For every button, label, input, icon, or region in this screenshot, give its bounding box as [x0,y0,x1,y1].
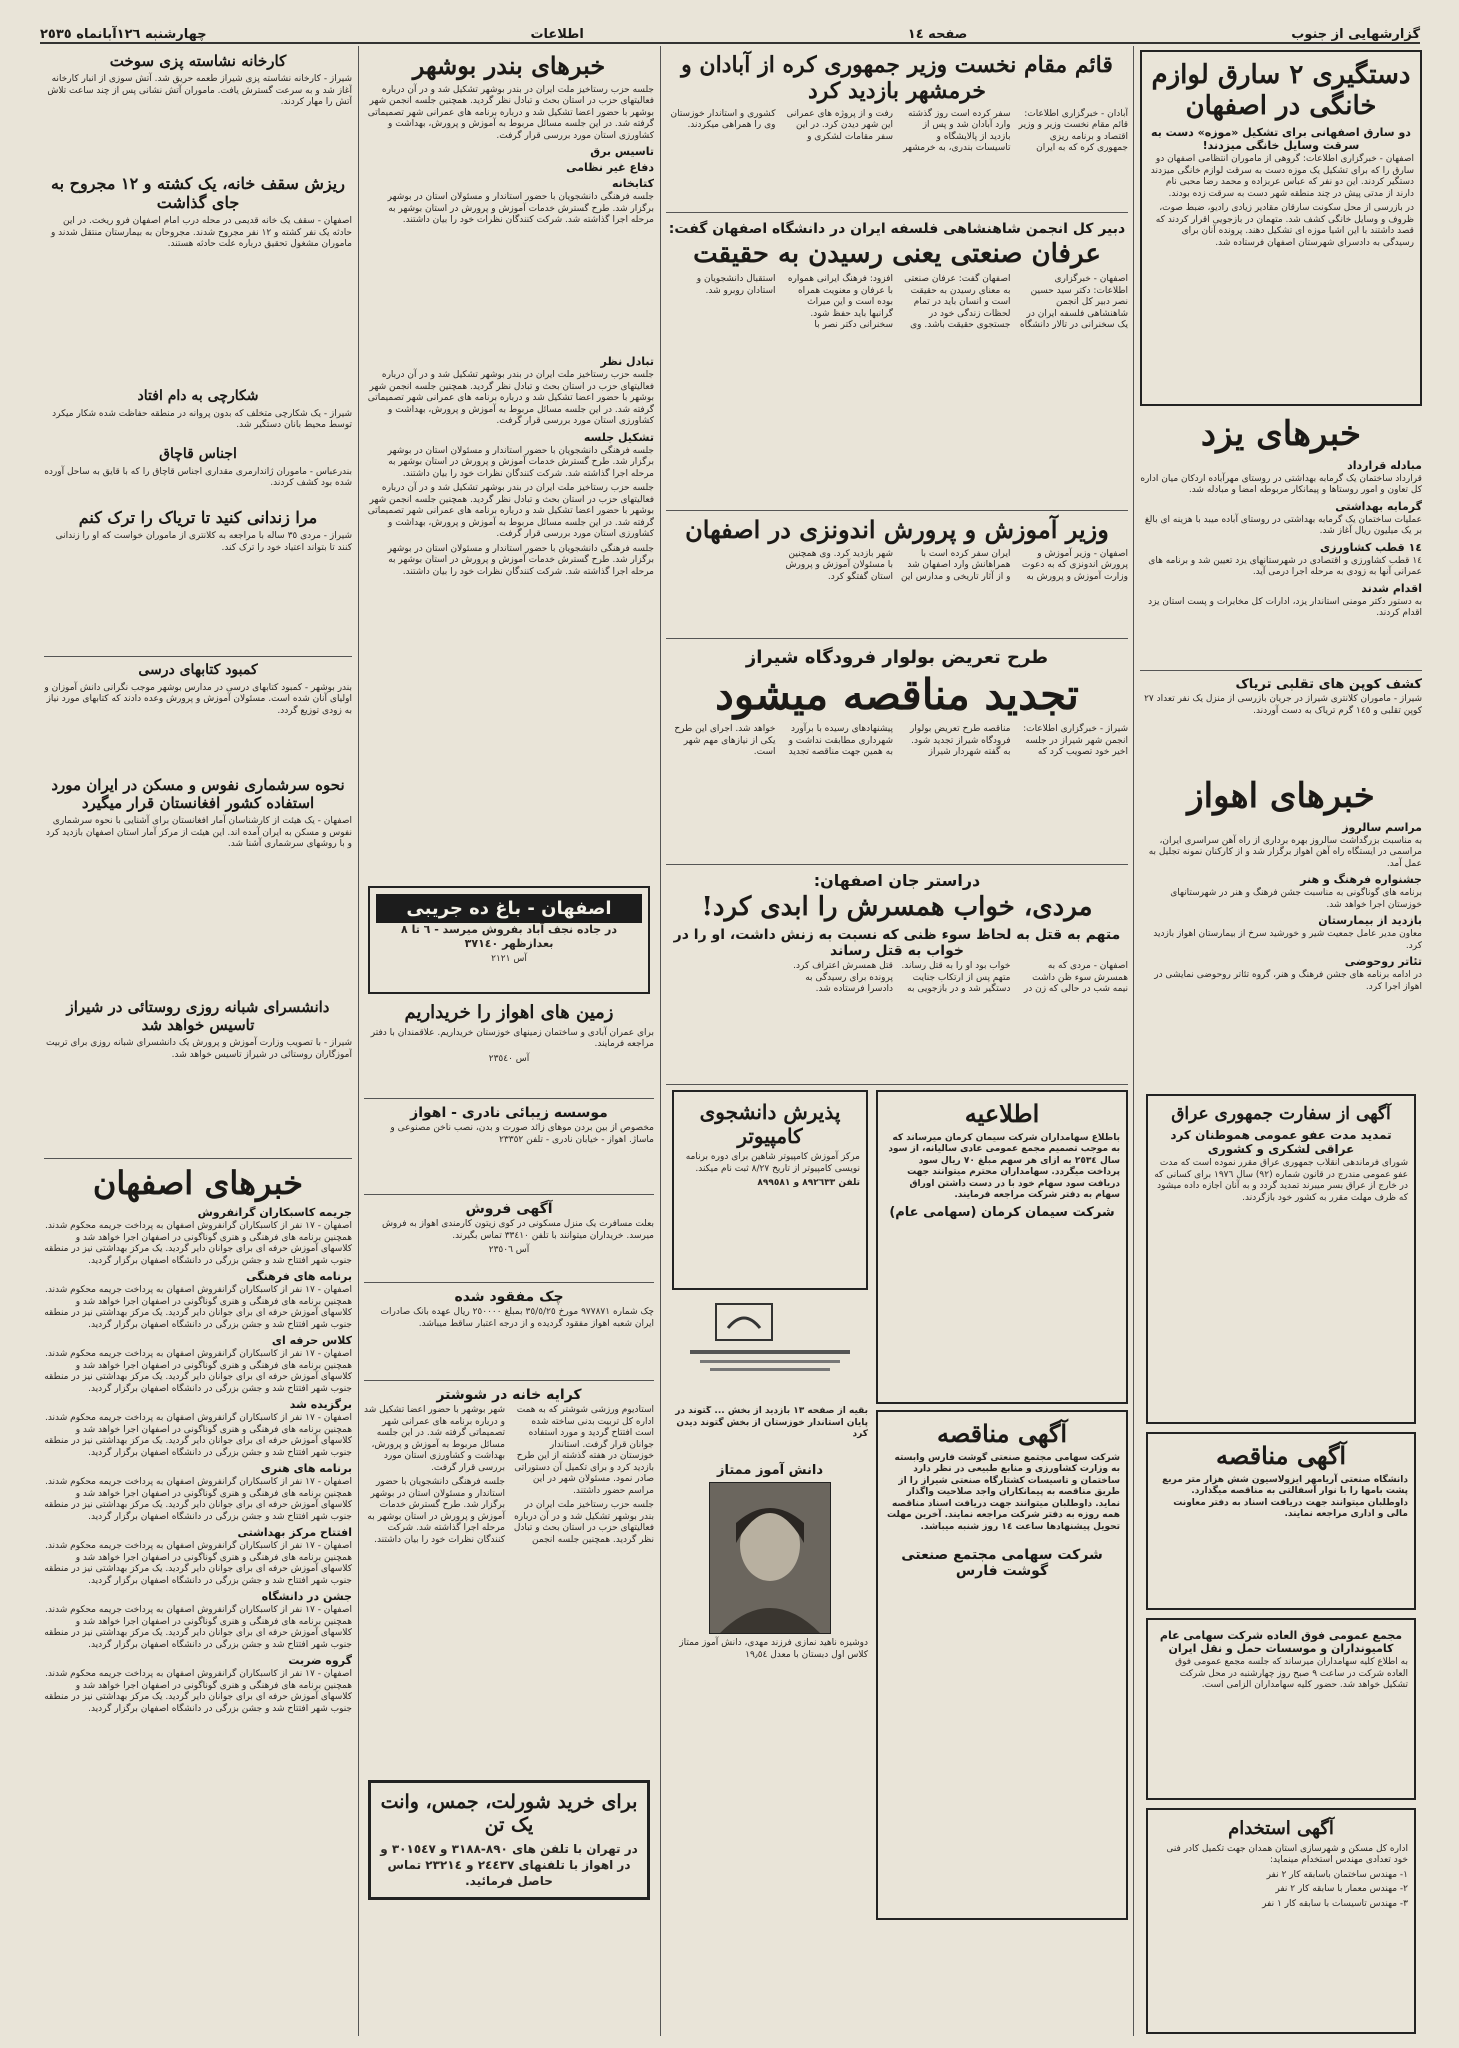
hunter-article [44,386,352,442]
ad-text: چک شماره ٩٧٧٨٧١ مورخ ٣٥/٥/٢٥ بمبلغ ٢٥٠٠٠٠ ریال عهده بانک صادرات ایران شعبه اهواز مفقود گردیده و از درجه اعتبار ساقط میباشد. [380,1307,654,1329]
ad-text: در جاده نجف آباد بفروش میرسد - ٦ تا ٨ بعدازظهر ٣٧١٤٠ [401,923,617,950]
divider [364,1380,654,1381]
kicker: دبیر کل انجمن شاهنشاهی فلسفه ایران در دانشگاه اصفهان گفت: [668,221,1126,237]
headline: خبرهای اصفهان [92,1164,304,1202]
body-text: جلسه فرهنگی دانشجویان با حضور استاندار و مسئولان استان در بوشهر برگزار شد. طرح گسترش خدمات آموزش و پرورش در استان بوشهر به مرحله اجرا گذاشته شد. شرکت کنندگان نظرات خود را بیان داشتند. [387,543,654,577]
subhead: جشن در دانشگاه [261,1590,352,1604]
subhead: تبادل نظر [600,355,654,368]
body-text: جلسه فرهنگی دانشجویان با حضور استاندار و مسئولان استان در بوشهر برگزار شد. طرح گسترش خدمات آموزش و پرورش در استان بوشهر به مرحله اجرا گذاشته شد. شرکت کنندگان نظرات خود را بیان داشتند. [387,192,654,226]
headline: تجدید مناقصه میشود [715,670,1079,719]
body-text: اصفهان - خبرگزاری اطلاعات: دکتر سید حسین نصر دبیر کل انجمن شاهنشاهی فلسفه ایران در یک سخنرانی در تالار دانشگاه اصفهان گفت: عرفان صنعتی به معنای رسیدن به حقیقت است و انسان باید در تمام لحظات زندگی خود در جستجوی حقیقت باشد. وی افزود: فرهنگ ایرانی همواره با عرفان و معنویت همراه بوده است و این میراث گرانبها باید حفظ شود. سخنرانی دکتر نصر با استقبال دانشجویان و استادان روبرو شد. [696,274,1128,331]
crime-article [666,868,1128,1082]
irfan-article [666,218,1128,508]
body-text: اصفهان - ١٧ نفر از کاسبکاران گرانفروش اصفهان به پرداخت جریمه محکوم شدند. همچنین برنامه های فرهنگی و هنری گوناگونی در اصفهان اجرا خواهد شد و کلاسهای آموزش حرفه ای برای جوانان دایر گردید. یک مرکز بهداشتی نیز در منطقه جنوب شهر افتتاح شد و جشن بزرگی در دانشگاه اصفهان برگزار گردید. [44,1413,352,1458]
korea-article [666,50,1128,210]
ahvaz-news [1140,774,1422,1084]
ad-text: اداره کل مسکن و شهرسازی استان همدان جهت تکمیل کادر فنی خود تعدادی مهندس استخدام مینماید: [1166,1843,1408,1866]
ad-text: در تهران با تلفن های ٨٩٠-٣١٨٨ و ٣٠١٥٤٧ و در اهواز با تلفنهای ٢٤٤٣٧ و ٢٣٢١٤ تماس حاصل فرمائید. [380,1841,638,1888]
headline: دستگیری ٢ سارق لوازم خانگی در اصفهان [1151,60,1411,122]
notice-title: اطلاعیه [964,1099,1040,1128]
ad-phone: تلفن ٨٩٢٦٣٣ و ٨٩٩٥٨١ [757,1178,860,1188]
body-text: بندرعباس - ماموران ژاندارمری مقداری اجناس قاچاق را که با قایق به ساحل آورده شده بود کشف کردند. [44,466,352,489]
divider [1140,670,1422,671]
headline: کمبود کتابهای درسی [138,662,258,678]
subhead: جشنواره فرهنگ و هنر [1300,873,1422,887]
ad-text: مرکز آموزش کامپیوتر شاهین برای دوره برنامه نویسی کامپیوتر از تاریخ ٨/٢٧ ثبت نام میکند. [685,1152,860,1174]
body-text: استادیوم ورزشی شوشتر که به همت اداره کل تربیت بدنی ساخته شده است افتتاح گردید و مورد استفاده جوانان قرار گرفت. استاندار خوزستان در هفته گذشته از این طرح بازدید کرد و برای تکمیل آن دستوراتی صادر نمود. مسئولان شهر در این مراسم حضور داشتند. [514,1405,654,1496]
headline: کشف کوپن های تقلبی تریاک [1235,677,1422,692]
ad-title: برای خرید شورلت، جمس، وانت یک تن [380,1791,638,1836]
ad-title: زمین های اهواز را خریداریم [404,1002,614,1023]
body-text: اصفهان - ١٧ نفر از کاسبکاران گرانفروش اصفهان به پرداخت جریمه محکوم شدند. همچنین برنامه های فرهنگی و هنری گوناگونی در اصفهان اجرا خواهد شد و کلاسهای آموزش حرفه ای برای جوانان دایر گردید. یک مرکز بهداشتی نیز در منطقه جنوب شهر افتتاح شد و جشن بزرگی در دانشگاه اصفهان برگزار گردید. [44,1221,352,1266]
computer-school-ad [672,1090,868,1290]
body-text: آبادان - خبرگزاری اطلاعات: قائم مقام نخست وزیر و وزیر اقتصاد و برنامه ریزی جمهوری کره که به ایران سفر کرده است روز گذشته وارد آبادان شد و پس از بازدید از پالایشگاه و تاسیسات بندری، به خرمشهر رفت و از پروژه های عمرانی این شهر دیدن کرد. در این سفر مقامات لشکری و کشوری و استاندار خوزستان وی را همراهی میکردند. [670,108,1128,154]
divider [666,638,1128,639]
body-text: اصفهان - ١٧ نفر از کاسبکاران گرانفروش اصفهان به پرداخت جریمه محکوم شدند. همچنین برنامه های فرهنگی و هنری گوناگونی در اصفهان اجرا خواهد شد و کلاسهای آموزش حرفه ای برای جوانان دایر گردید. یک مرکز بهداشتی نیز در منطقه جنوب شهر افتتاح شد و جشن بزرگی در دانشگاه اصفهان برگزار گردید. [44,1669,352,1714]
body-text: شیراز - کارخانه نشاسته پزی شیراز طعمه حریق شد. آتش سوزی از انبار کارخانه آغاز شد و به سرعت گسترش یافت. ماموران آتش نشانی پس از چند ساعت تلاش آتش را مهار کردند. [47,74,352,107]
body-text: عملیات ساختمان یک گرمابه بهداشتی در روستای آباده میبد با هزینه ای بالغ بر یک میلیون ریال آغاز شد. [1144,514,1422,537]
body-text: قرارداد ساختمان یک گرمابه بهداشتی در روستای مهرآباده اردکان میان اداره کل تعاون و امور روستاها و پیمانکار مربوطه امضا و مبادله شد. [1140,473,1422,496]
body-text: شیراز - خبرگزاری اطلاعات: انجمن شهر شیراز در جلسه اخیر خود تصویب کرد که مناقصه طرح تعریض بولوار فرودگاه شیراز تجدید شود. به گفته شهردار شیراز پیشنهادهای رسیده با برآورد شهرداری مطابقت نداشت و به همین جهت مناقصه تجدید خواهد شد. اجرای این طرح یکی از نیازهای مهم شهر است. [674,724,1128,758]
bushehr-news [364,50,654,350]
ad-text: برای عمران آبادی و ساختمان زمینهای خوزستان خریداریم. علاقمندان با دفتر مراجعه فرمایند. [370,1027,654,1050]
headline: اجناس قاچاق [159,446,237,462]
tender-ad [1146,1432,1416,1610]
ad-title: آگهی مناقصه [936,1419,1068,1448]
ad-title: چک مفقود شده [454,1289,564,1305]
body-text: اصفهان - یک هیئت از کارشناسان آمار افغانستان برای آشنایی با نحوه سرشماری نفوس و مسکن به ایران آمده اند. این هیئت از مرکز آمار استان اصفهان بازدید کرد و با روشهای سرشماری آشنا شد. [46,816,352,849]
body-text: اصفهان - خبرگزاری اطلاعات: گروهی از ماموران انتظامی اصفهان دو سارق را که برای تشکیل یک موزه دست به سرقت لوازم خانگی میزدند دستگیر کردند. این دو نفر که عباس عربزاده و محمد رضا محبی نام دارند از مدتی پیش در چند منطقه شهر دست به سرقت زده بودند. [1150,154,1414,199]
divider [666,510,1128,511]
body-text: اصفهان - ١٧ نفر از کاسبکاران گرانفروش اصفهان به پرداخت جریمه محکوم شدند. همچنین برنامه های فرهنگی و هنری گوناگونی در اصفهان اجرا خواهد شد و کلاسهای آموزش حرفه ای برای جوانان دایر گردید. یک مرکز بهداشتی نیز در منطقه جنوب شهر افتتاح شد و جشن بزرگی در دانشگاه اصفهان برگزار گردید. [44,1541,352,1586]
census-article [44,774,352,994]
ad-code: آس ٢١٢١ [491,954,527,964]
body-text: جلسه فرهنگی دانشجویان با حضور استاندار و مسئولان استان در بوشهر برگزار شد. طرح گسترش خدمات آموزش و پرورش در استان بوشهر به مرحله اجرا گذاشته شد. شرکت کنندگان نظرات خود را بیان داشتند. [387,445,654,479]
body-text: شیراز - با تصویب وزارت آموزش و پرورش یک دانشسرای شبانه روزی برای تربیت آموزگاران روستائی در شیراز تاسیس خواهد شد. [46,1038,352,1060]
body-text: برنامه های گوناگونی به مناسبت جشن فرهنگ و هنر در شهرستانهای خوزستان اجرا خواهد شد. [1170,888,1422,910]
column-rule [660,46,661,2036]
body-text: اصفهان - مردی که به همسرش سوء ظن داشت نیمه شب در حالی که زن در خواب بود او را به قتل رساند. متهم پس از ارتکاب جنایت دستگیر شد و در بازجویی به قتل همسرش اعتراف کرد. پرونده برای رسیدگی به دادسرا فرستاده شد. [793,961,1128,995]
ad-title: پذیرش دانشجوی کامپیوتر [699,1100,841,1148]
subhead: تاسیس برق [590,145,654,159]
lead: دو سارق اصفهانی برای تشکیل «موزه» دست به سرقت وسایل خانگی میزدند! [1151,126,1411,153]
subhead: دفاع غیر نظامی [566,161,654,175]
stamp-emblem-icon [680,1298,860,1382]
body-text: اصفهان - وزیر آموزش و پرورش اندونزی که به دعوت وزارت آموزش و پرورش به ایران سفر کرده است با همراهانش وارد اصفهان شد و از آثار تاریخی و مدارس این شهر بازدید کرد. وی همچنین با مسئولان آموزش و پرورش استان گفتگو کرد. [785,548,1128,582]
student-caption: دوشیزه ناهید نمازی فرزند مهدی، دانش آموز ممتاز کلاس اول دبستان با معدل ١٩٫٥٤ [679,1638,868,1660]
ad-title: مجمع عمومی فوق العاده شرکت سهامی عام کامیونداران و موسسات حمل و نقل ایران [1159,1629,1403,1655]
subhead: افتتاح مرکز بهداشتی [237,1526,352,1540]
portrait-image [710,1483,830,1633]
subhead: برنامه های فرهنگی [246,1270,352,1284]
body-text: اصفهان - ١٧ نفر از کاسبکاران گرانفروش اصفهان به پرداخت جریمه محکوم شدند. همچنین برنامه های فرهنگی و هنری گوناگونی در اصفهان اجرا خواهد شد و کلاسهای آموزش حرفه ای برای جوانان دایر گردید. یک مرکز بهداشتی نیز در منطقه جنوب شهر افتتاح شد و جشن بزرگی در دانشگاه اصفهان برگزار گردید. [44,1285,352,1330]
ad-title: آگهی استخدام [1228,1818,1334,1839]
divider [364,1194,654,1195]
logo-stamp [680,1298,860,1382]
body-text: شیراز - ماموران کلانتری شیراز در جریان بازرسی از منزل یک نفر تعداد ٢٧ کوپن تقلبی و ١٤٥ گرم تریاک به دست آوردند. [1144,694,1422,716]
ad-title: موسسه زیبائی نادری - اهواز [410,1105,608,1121]
continued-text: بقیه از صفحه ١٣ بازدید از بخش ... گتوند در پایان استاندار خوزستان از بخش گتوند دیدن کرد [675,1406,868,1439]
issue-date: چهارشنبه ١٢٦آبانماه ٢٥٣٥ [40,27,207,42]
subhead: برگزیده شد [289,1398,352,1412]
ad-code: آس ٢٣٥٤٠ [488,1053,530,1064]
divider [364,1098,654,1099]
headline: کرایه خانه در شوشتر [436,1387,582,1403]
meeting-ad [1146,1618,1416,1800]
subhead: برنامه های هنری [260,1462,352,1476]
headline: مرا زندانی کنید تا تریاک را ترک کنم [78,508,318,527]
divider [666,1084,1128,1085]
body-text: در ادامه برنامه های جشن فرهنگ و هنر، گروه تئاتر روحوضی نمایشی در اهواز اجرا کرد. [1154,970,1422,992]
subhead: کلاس حرفه ای [271,1334,352,1348]
garden-ad [368,886,650,994]
isfahan-news [44,1162,352,2034]
subhead: کتابخانه [611,177,654,191]
iraq-embassy-ad [1146,1094,1416,1424]
bushehr-news-cont [364,352,654,872]
subhead: جریمه کاسبکاران گرانفروش [197,1206,352,1220]
yazd-news [1140,412,1422,667]
subhead: گروه ضربت [288,1654,352,1668]
ad-sign: شرکت سهامی مجتمع صنعتی گوشت فارس [901,1547,1103,1580]
divider [44,656,352,657]
notice-text: باطلاع سهامداران شرکت سیمان کرمان میرساند که به موجب تصمیم مجمع عمومی عادی سالیانه، از سود سال ٢٥٣٤ به ازای هر سهم مبلغ ٧٠ ریال سود پرداخت میگردد. سهامداران محترم میتوانند جهت دریافت سود سهام خود با در دست داشتن اوراق سهام به دفتر شرکت مراجعه فرمایند. [888,1132,1120,1201]
ad-text: شرکت سهامی مجتمع صنعتی گوشت فارس وابسته به وزارت کشاورزی و منابع طبیعی در نظر دارد ساختمان و تاسیسات کشتارگاه صنعتی شیراز را از طریق مناقصه به پیمانکاران واجد صلاحیت واگذار نماید. داوطلبان میتوانند جهت دریافت اسناد مناقصه همه روزه به دفتر شرکت مراجعه نمایند. آخرین مهلت تحویل پیشنهادها ساعت ١٤ روز شنبه میباشد. [886,1452,1120,1532]
kicker: طرح تعریض بولوار فرودگاه شیراز [745,647,1049,668]
headline: خبرهای بندر بوشهر [412,51,606,80]
roof-collapse-article [44,172,352,382]
headline: عرفان صنعتی یعنی رسیدن به حقیقت [693,239,1101,269]
kicker: دراستر جان اصفهان: [813,871,981,890]
prison-article [44,506,352,654]
body-text: اصفهان - ١٧ نفر از کاسبکاران گرانفروش اصفهان به پرداخت جریمه محکوم شدند. همچنین برنامه های فرهنگی و هنری گوناگونی در اصفهان اجرا خواهد شد و کلاسهای آموزش حرفه ای برای جوانان دایر گردید. یک مرکز بهداشتی نیز در منطقه جنوب شهر افتتاح شد و جشن بزرگی در دانشگاه اصفهان برگزار گردید. [44,1477,352,1522]
body-text: به مناسبت بزرگداشت سالروز بهره برداری از راه آهن سراسری ایران، مراسمی در ایستگاه راه آهن اهواز برگزار شد و از کارکنان نمونه تجلیل به عمل آمد. [1148,835,1422,869]
body-text: به دستور دکتر مومنی استاندار یزد، ادارات کل مخابرات و پست استان یزد اقدام کردند. [1148,596,1422,619]
meat-tender-ad [876,1410,1128,1920]
subhead: گرمابه بهداشتی [1335,499,1422,513]
body-text: جلسه حزب رستاخیز ملت ایران در بندر بوشهر تشکیل شد و در آن درباره فعالیتهای حزب در استان بحث و تبادل نظر گردید. همچنین جلسه انجمن شهر بوشهر با حضور اعضا تشکیل شد و درباره برنامه های عمرانی شهر تصمیماتی گرفته شد. در این جلسه مسائل مربوط به آموزش و پرورش، بهداشت و کشاورزی استان مورد بررسی قرار گرفت. [367,483,654,539]
ad-code: آس ٢٣٥٠٦ [488,1245,530,1255]
body-text: جلسه حزب رستاخیز ملت ایران در بندر بوشهر تشکیل شد و در آن درباره فعالیتهای حزب در استان بحث و تبادل نظر گردید. همچنین جلسه انجمن شهر بوشهر با حضور اعضا تشکیل شد و درباره برنامه های عمرانی شهر تصمیماتی گرفته شد. در این جلسه مسائل مربوط به آموزش و پرورش، بهداشت و کشاورزی استان مورد بررسی قرار گرفت. [367,84,654,141]
divider [364,1282,654,1283]
body-text: جلسه حزب رستاخیز ملت ایران در بندر بوشهر تشکیل شد و در آن درباره فعالیتهای حزب در استان بحث و تبادل نظر گردید. همچنین جلسه انجمن شهر بوشهر با حضور اعضا تشکیل شد و درباره برنامه های عمرانی شهر تصمیماتی گرفته شد. در این جلسه مسائل مربوط به آموزش و پرورش، بهداشت و کشاورزی استان مورد بررسی قرار گرفت. [367,370,654,426]
headline: قائم مقام نخست وزیر جمهوری کره از آبادان و خرمشهر بازدید کرد [681,52,1113,105]
page-header [40,18,1420,44]
headline: خبرهای اهواز [1187,776,1375,816]
beauty-ad [364,1102,654,1192]
headline: کارخانه نشاسته پزی سوخت [109,52,287,70]
ad-text: دانشگاه صنعتی آریامهر ایزولاسیون شش هزار متر مربع پشت بامها را با نوار آسفالتی به مناقصه میگذارد. داوطلبان میتوانند جهت دریافت اسناد به دفتر معاونت مالی و اداری مراجعه نمایند. [1162,1474,1408,1520]
ad-text: مخصوص از بین بردن موهای زائد صورت و بدن، نصب ناخن مصنوعی و ماساژ. اهواز - خیابان نادری - تلفن ٢٣٣٥٢ [390,1123,654,1145]
ad-title: اصفهان - باغ ده جریبی [376,894,642,923]
body-text: اصفهان - ١٧ نفر از کاسبکاران گرانفروش اصفهان به پرداخت جریمه محکوم شدند. همچنین برنامه های فرهنگی و هنری گوناگونی در اصفهان اجرا خواهد شد و کلاسهای آموزش حرفه ای برای جوانان دایر گردید. یک مرکز بهداشتی نیز در منطقه جنوب شهر افتتاح شد و جشن بزرگی در دانشگاه اصفهان برگزار گردید. [44,1605,352,1650]
ad-title: آگهی مناقصه [1215,1441,1347,1470]
smuggle-article [44,444,352,502]
body-text: شیراز - یک شکارچی متخلف که بدون پروانه در منطقه حفاظت شده شکار میکرد توسط محیط بانان دستگیر شد. [52,408,352,431]
body-text: اصفهان - سقف یک خانه قدیمی در محله درب امام اصفهان فرو ریخت. در این حادثه یک نفر کشته و ١٢ نفر مجروح شدند. مجروحان به بیمارستان منتقل شدند و ماموران مشغول تحقیق درباره علت حادثه هستند. [50,216,352,250]
body-text: جلسه حزب رستاخیز ملت ایران در بندر بوشهر تشکیل شد و در آن درباره فعالیتهای حزب در استان بحث و تبادل نظر گردید. همچنین جلسه انجمن شهر بوشهر با حضور اعضا تشکیل شد و درباره برنامه های عمرانی شهر تصمیماتی گرفته شد. در این جلسه مسائل مربوط به آموزش و پرورش، بهداشت و کشاورزی استان مورد بررسی قرار گرفت. [364,1405,654,1545]
lost-check-ad [364,1286,654,1378]
subhead: اقدام شدند [1361,581,1422,595]
column-rule [1133,46,1134,2036]
textbooks-article [44,660,352,770]
subhead: ١٤ قطب کشاورزی [1320,540,1422,554]
hire-item: ٣- مهندس تاسیسات با سابقه کار ١ نفر [1262,1898,1408,1909]
subhead: بازدید از بیمارستان [1318,914,1422,928]
paper-name: اطلاعات [530,27,584,42]
headline: ریزش سقف خانه، یک کشته و ١٢ مجروح به جای گذاشت [51,174,345,213]
starch-fire-article [44,50,352,168]
indonesia-article [666,514,1128,634]
body-text: اصفهان - ١٧ نفر از کاسبکاران گرانفروش اصفهان به پرداخت جریمه محکوم شدند. همچنین برنامه های فرهنگی و هنری گوناگونی در اصفهان اجرا خواهد شد و کلاسهای آموزش حرفه ای برای جوانان دایر گردید. یک مرکز بهداشتی نیز در منطقه جنوب شهر افتتاح شد و جشن بزرگی در دانشگاه اصفهان برگزار گردید. [44,1349,352,1394]
headline: مردی، خواب همسرش را ابدی کرد! [701,892,1093,922]
divider [44,1158,352,1159]
body-text: بندر بوشهر - کمبود کتابهای درسی در مدارس بوشهر موجب نگرانی دانش آموزان و اولیای آنان شده است. مسئولان آموزش و پرورش وعده دادند که کتابهای مورد نیاز به زودی توزیع گردد. [44,682,352,716]
divider [666,864,1128,865]
dorm-school-article [44,996,352,1156]
student-title: دانش آموز ممتاز [716,1463,823,1478]
headline: شکارچی به دام افتاد [137,388,259,404]
notice-sign: شرکت سیمان کرمان (سهامی عام) [889,1204,1115,1220]
ad-text: شورای فرماندهی انقلاب جمهوری عراق مقرر نموده است که مدت عفو عمومی مندرج در قانون شماره (٩٢) سال ١٩٧٦ برای کسانی که در خارج از عراق بسر میبرند تمدید گردد و به آنان اجازه داده میشود که ظرف مهلت مقرر به کشور خود بازگردند. [1154,1158,1408,1203]
car-ad [368,1780,650,1900]
ad-text: به اطلاع کلیه سهامداران میرساند که جلسه مجمع عمومی فوق العاده شرکت در ساعت ٩ صبح روز چهارشنبه در محل شرکت تشکیل خواهد شد. حضور کلیه سهامداران الزامی است. [1175,1657,1408,1690]
subhead: مراسم سالروز [1342,820,1422,834]
body-text: در بازرسی از محل سکونت سارقان مقادیر زیادی رادیو، ضبط صوت، ظروف و وسایل خانگی کشف شد. متهمان در بازجویی اقرار کردند که قصد داشتند با این اشیا موزه ای تشکیل دهند. پرونده آنان برای رسیدگی به دادسرای شهرستان اصفهان فرستاده شد. [1155,203,1414,248]
body-text: ١٤ قطب کشاورزی و اقتصادی در شهرستانهای یزد تعیین شد و برنامه های عمرانی آنها به زودی به مرحله اجرا درمی آید. [1148,555,1422,578]
column-rule [358,46,359,2036]
cement-notice [876,1090,1128,1404]
thieves-article [1140,50,1422,406]
top-student [672,1460,868,1768]
page-number: صفحه ١٤ [907,27,968,42]
body-text: معاون مدیر عامل جمعیت شیر و خورشید سرخ از بیمارستان اهواز بازدید کرد. [1153,929,1422,951]
hire-item: ١- مهندس ساختمان باسابقه کار ٢ نفر [1266,1869,1408,1880]
hiring-ad [1146,1808,1416,2034]
subhead: تشکیل جلسه [583,430,654,444]
section-label: گزارشهایی از جنوب [1291,27,1420,42]
subhead: مبادله قرارداد [1347,458,1422,472]
ad-subtitle: تمدید مدت عفو عمومی هموطنان کرد عراقی لشکری و کشوری [1170,1128,1392,1157]
continued-note [672,1406,868,1456]
subheadline: متهم به قتل به لحاظ سوء ظنی که نسبت به زنش داشت، او را در خواب به قتل رساند [673,927,1121,960]
land-ad [364,1000,654,1096]
student-photo [709,1482,831,1634]
ad-title: آگهی فروش [465,1201,553,1217]
ad-text: بعلت مسافرت یک منزل مسکونی در کوی زیتون کارمندی اهواز به فروش میرسد. خریداران میتوانند با تلفن ٣٣٤١٠ تماس بگیرند. [381,1219,654,1241]
shiraz-boulevard-article [666,644,1128,860]
sale-ad [364,1198,654,1278]
headline: دانشسرای شبانه روزی روستائی در شیراز تاسیس خواهد شد [66,998,330,1034]
headline: خبرهای یزد [1200,414,1362,454]
body-text: شیراز - مردی ٣٥ ساله با مراجعه به کلانتری از ماموران خواست که او را زندانی کنند تا بتواند اعتیاد خود را ترک کند. [55,531,352,553]
opium-article [1140,674,1422,768]
headline: وزیر آموزش و پرورش اندونزی در اصفهان [685,515,1109,544]
ad-title: آگهی از سفارت جمهوری عراق [1171,1104,1391,1124]
body-text: جلسه فرهنگی دانشجویان با حضور استاندار و مسئولان استان در بوشهر برگزار شد. طرح گسترش خدمات آموزش و پرورش در استان بوشهر به مرحله اجرا گذاشته شد. شرکت کنندگان نظرات خود را بیان داشتند. [367,1477,505,1545]
hire-item: ٢- مهندس معمار با سابقه کار ٢ نفر [1275,1884,1408,1895]
shushtar-article [364,1384,654,1774]
divider [666,212,1128,213]
subhead: تئاتر روحوضی [1344,955,1422,969]
headline: نحوه سرشماری نفوس و مسکن در ایران مورد استفاده کشور افغانستان قرار میگیرد [51,776,345,812]
